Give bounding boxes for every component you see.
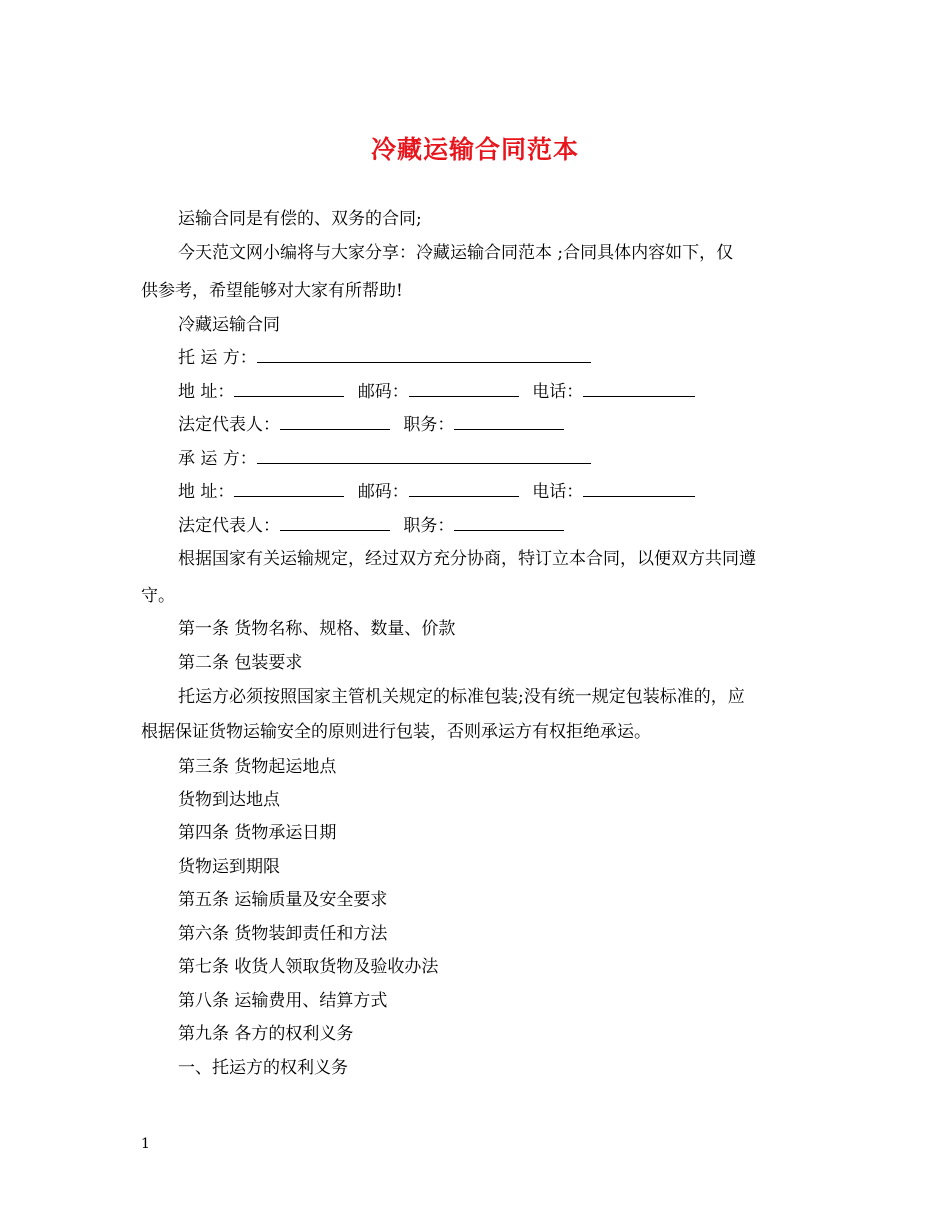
- shipper-postcode-label: 邮码：: [357, 382, 409, 402]
- intro-paragraph-1: 运输合同是有偿的、双务的合同;: [178, 209, 422, 229]
- preamble-line-1: 根据国家有关运输规定，经过双方充分协商，特订立本合同，以便双方共同遵: [178, 549, 756, 569]
- carrier-label: 承 运 方：: [178, 449, 257, 469]
- shipper-address-field[interactable]: [234, 382, 344, 397]
- shipper-address-label: 地 址：: [178, 382, 235, 402]
- article-9-sub-1: 一、托运方的权利义务: [178, 1058, 348, 1078]
- document-title: 冷藏运输合同范本: [370, 135, 579, 164]
- carrier-phone-field[interactable]: [583, 482, 695, 497]
- intro-paragraph-2-line-1: 今天范文网小编将与大家分享：冷藏运输合同范本 ;合同具体内容如下，仅: [178, 243, 734, 263]
- carrier-address-label: 地 址：: [178, 482, 235, 502]
- article-4-sub: 货物运到期限: [178, 857, 280, 877]
- shipper-rep-label: 法定代表人：: [178, 415, 280, 435]
- shipper-position-label: 职务：: [403, 415, 455, 435]
- carrier-rep-field[interactable]: [280, 516, 390, 531]
- shipper-rep-row: [178, 414, 564, 436]
- article-9: 第九条 各方的权利义务: [178, 1024, 354, 1044]
- shipper-label: 托 运 方：: [178, 348, 257, 368]
- carrier-postcode-field[interactable]: [409, 482, 519, 497]
- article-2-body-line-2: 根据保证货物运输安全的原则进行包装，否则承运方有权拒绝承运。: [141, 722, 651, 742]
- carrier-address-field[interactable]: [234, 482, 344, 497]
- shipper-rep-field[interactable]: [280, 415, 390, 430]
- article-3: 第三条 货物起运地点: [178, 757, 337, 777]
- article-1: 第一条 货物名称、规格、数量、价款: [178, 619, 456, 639]
- article-2-body-line-1: 托运方必须按照国家主管机关规定的标准包装;没有统一规定包装标准的，应: [178, 687, 745, 707]
- contract-heading: 冷藏运输合同: [178, 315, 280, 335]
- carrier-rep-label: 法定代表人：: [178, 516, 280, 536]
- carrier-address-row: [178, 481, 695, 503]
- article-3-sub: 货物到达地点: [178, 790, 280, 810]
- page-number: 1: [141, 1136, 150, 1152]
- preamble-line-2: 守。: [141, 586, 175, 606]
- article-5: 第五条 运输质量及安全要求: [178, 890, 388, 910]
- article-8: 第八条 运输费用、结算方式: [178, 991, 388, 1011]
- article-6: 第六条 货物装卸责任和方法: [178, 924, 388, 944]
- article-4: 第四条 货物承运日期: [178, 823, 337, 843]
- carrier-postcode-label: 邮码：: [357, 482, 409, 502]
- shipper-position-field[interactable]: [454, 415, 564, 430]
- shipper-phone-label: 电话：: [532, 382, 584, 402]
- carrier-position-label: 职务：: [403, 516, 455, 536]
- carrier-row: [178, 448, 591, 470]
- carrier-name-field[interactable]: [257, 449, 591, 464]
- shipper-address-row: [178, 381, 695, 403]
- article-2: 第二条 包装要求: [178, 653, 303, 673]
- carrier-position-field[interactable]: [454, 516, 564, 531]
- shipper-name-field[interactable]: [257, 348, 591, 363]
- carrier-phone-label: 电话：: [532, 482, 584, 502]
- shipper-postcode-field[interactable]: [409, 382, 519, 397]
- article-7: 第七条 收货人领取货物及验收办法: [178, 957, 439, 977]
- carrier-rep-row: [178, 515, 564, 537]
- intro-paragraph-2-line-2: 供参考，希望能够对大家有所帮助!: [141, 281, 403, 301]
- shipper-row: [178, 347, 591, 369]
- shipper-phone-field[interactable]: [583, 382, 695, 397]
